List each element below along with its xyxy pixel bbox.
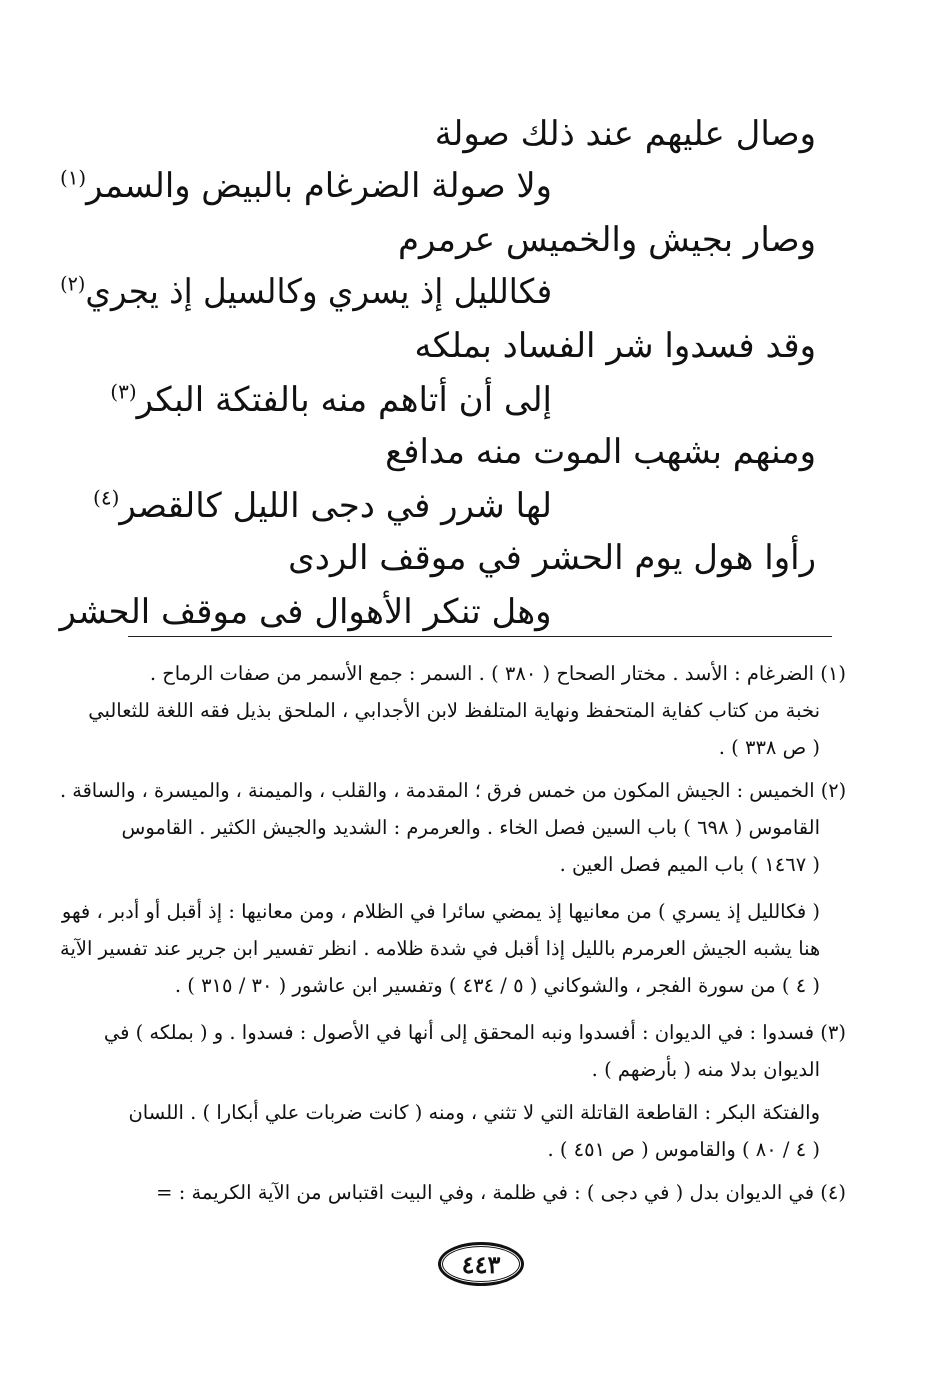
- verse-line-4: فكالليل إذ يسري وكالسيل إذ يجري$^{(٢)}$: [59, 271, 552, 312]
- footnote-line: نخبة من كتاب كفاية المتحفظ ونهاية المتلفظ لابن الأجدابي ، الملحق بذيل فقه اللغة للثعالبي: [88, 699, 820, 722]
- verse-line-8: لها شرر في دجى الليل كالقصر$^{(٤)}$: [93, 485, 552, 526]
- page-number: ٤٤٣: [461, 1249, 501, 1279]
- footnote-line: ( ص ٣٣٨ ) .: [718, 736, 820, 759]
- footnote-line: الديوان بدلا منه ( بأرضهم ) .: [591, 1058, 820, 1081]
- footnote-marker: (٢): [59, 271, 86, 296]
- verse-line-5: وقد فسدوا شر الفساد بملكه: [414, 326, 816, 366]
- footnote-line: (١) الضرغام : الأسد . مختار الصحاح ( ٣٨٠ ) . السمر : جمع الأسمر من صفات الرماح .: [149, 662, 846, 685]
- footnote-line: (٢) الخميس : الجيش المكون من خمس فرق ؛ المقدمة ، والقلب ، والميمنة ، والميسرة ، والساقة .: [59, 779, 846, 802]
- verse-line-1: وصال عليهم عند ذلك صولة: [434, 114, 816, 154]
- footnote-separator: [128, 636, 832, 637]
- footnote-line: القاموس ( ٦٩٨ ) باب السين فصل الخاء . والعرمرم : الشديد والجيش الكثير . القاموس: [121, 816, 820, 839]
- footnote-line: (٣) فسدوا : في الديوان : أفسدوا ونبه المحقق إلى أنها في الأصول : فسدوا . و ( بملكه ) في: [103, 1021, 846, 1044]
- verse-line-6: إلى أن أتاهم منه بالفتكة البكر$^{(٣)}$: [110, 379, 552, 420]
- page-number-badge: [438, 1242, 524, 1286]
- footnote-line: والفتكة البكر : القاطعة القاتلة التي لا تثني ، ومنه ( كانت ضربات علي أبكارا ) . اللسان: [128, 1101, 820, 1124]
- verse-line-10: وهل تنكر الأهوال فى موقف الحشر: [59, 592, 552, 632]
- verse-line-9: رأوا هول يوم الحشر في موقف الردى: [288, 538, 816, 578]
- footnote-line: ( ٤ / ٨٠ ) والقاموس ( ص ٤٥١ ) .: [547, 1138, 820, 1161]
- verse-line-2: ولا صولة الضرغام بالبيض والسمر$^{(١)}$: [59, 165, 553, 206]
- verse-line-7: ومنهم بشهب الموت منه مدافع: [385, 432, 816, 472]
- footnote-line: (٤) في الديوان بدل ( في دجى ) : في ظلمة ، وفي البيت اقتباس من الآية الكريمة : =: [156, 1181, 846, 1204]
- footnote-line: ( فكالليل إذ يسري ) من معانيها إذ يمضي سائرا في الظلام ، ومن معانيها : إذ أقبل أو أدبر ، فهو: [61, 900, 820, 923]
- footnote-marker: (٤): [93, 485, 120, 510]
- footnote-marker: (٣): [110, 379, 137, 404]
- footnote-line: ( ٤ ) من سورة الفجر ، والشوكاني ( ٥ / ٤٣٤ ) وتفسير ابن عاشور ( ٣٠ / ٣١٥ ) .: [174, 974, 820, 997]
- footnote-line: هنا يشبه الجيش العرمرم بالليل إذا أقبل في شدة ظلامه . انظر تفسير ابن جرير عند تفسير الآية: [59, 937, 820, 960]
- footnote-line: ( ١٤٦٧ ) باب الميم فصل العين .: [559, 853, 820, 876]
- footnote-marker: (١): [59, 165, 87, 190]
- verse-line-3: وصار بجيش والخميس عرمرم: [397, 220, 816, 260]
